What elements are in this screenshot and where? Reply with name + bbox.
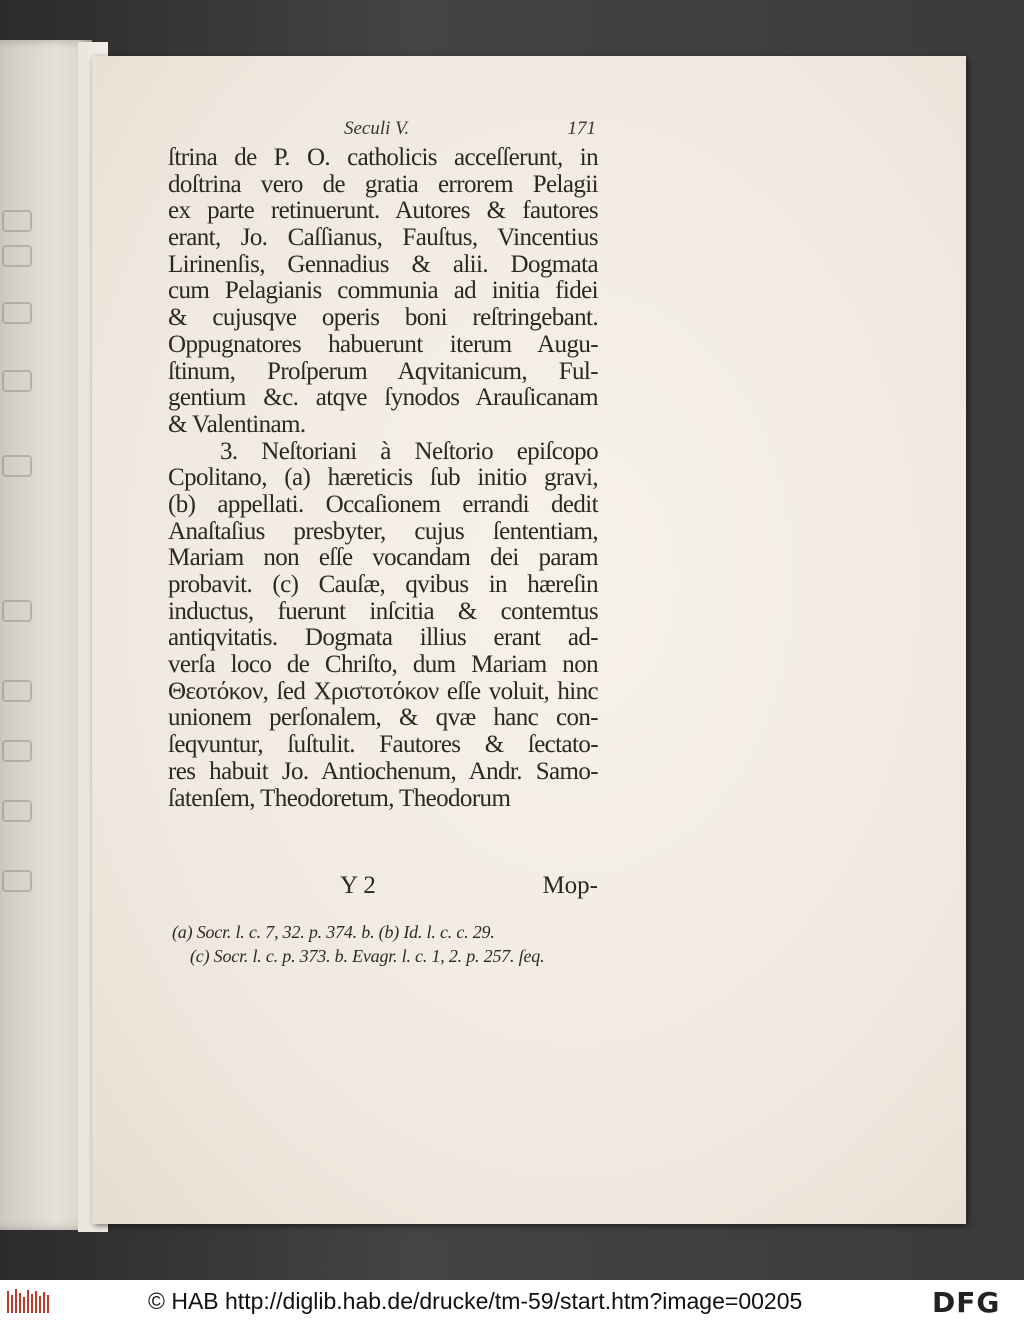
text-line: 3. Neſtoriani à Neſtorio epiſcopo [220,437,598,465]
running-head [250,118,602,140]
text-line: inductus, fuerunt inſcitia & contemtus [168,597,598,625]
hab-logo-icon [6,1287,50,1315]
text-line: ſatenſem, Theodoretum, Theodorum [168,784,511,812]
text-line: ſeqvuntur, ſuſtulit. Fautores & ſectato- [168,731,598,759]
bleed-through-mark [2,210,32,232]
text-line: unionem perſonalem, & qvæ hanc con- [168,704,598,732]
dfg-logo: DFG [932,1286,1001,1319]
copyright-url[interactable]: © HAB http://diglib.hab.de/drucke/tm-59/start.htm?image=00205 [148,1288,803,1314]
bleed-through-mark [2,455,32,477]
text-line: verſa loco de Chriſto, dum Mariam non [168,651,598,679]
text-line: ſtinum, Proſperum Aqvitanicum, Ful- [168,357,598,385]
text-line: res habuit Jo. Antiochenum, Andr. Samo- [168,757,598,785]
text-line: erant, Jo. Caſſianus, Fauſtus, Vincentius [168,224,598,252]
bleed-through-mark [2,680,32,702]
signature-mark: Y 2 [340,872,376,899]
text-line: gentium &c. atqve ſynodos Arauſicanam [168,384,598,412]
footnotes [172,920,598,968]
text-line: ſtrina de P. O. catholicis acceſſerunt, in [168,144,598,171]
text-line: cum Pelagianis communia ad initia fidei [168,277,598,305]
page-number: 171 [567,118,596,139]
bleed-through-mark [2,600,32,622]
bleed-through-mark [2,245,32,267]
text-line: antiqvitatis. Dogmata illius erant ad- [168,624,598,652]
text-line: & Valentinam. [168,410,306,438]
catchword: Mop- [542,872,598,899]
body-text [168,145,598,812]
text-line: ex parte retinuerunt. Autores & fautores [168,197,598,225]
running-head-title: Seculi V. [344,118,410,139]
text-line: & cujusqve operis boni reſtringebant. [168,304,598,332]
footnote-line: (a) Socr. l. c. 7, 32. p. 374. b. (b) Id. l. c. c. 29. [172,922,495,942]
bleed-through-mark [2,302,32,324]
text-line: (b) appellati. Occaſionem errandi dedit [168,490,598,518]
bleed-through-mark [2,800,32,822]
text-line: Anaſtaſius presbyter, cujus ſententiam, [168,517,598,545]
text-line: Cpolitano, (a) hæreticis ſub initio gravi, [168,464,598,492]
bleed-through-mark [2,740,32,762]
bleed-through-mark [2,370,32,392]
text-line: doſtrina vero de gratia errorem Pelagii [168,170,598,198]
footer-bar [0,1280,1024,1322]
footnote-line: (c) Socr. l. c. p. 373. b. Evagr. l. c. 1, 2. p. 257. ſeq. [190,946,545,966]
bleed-through-mark [2,870,32,892]
signature-line [168,872,598,900]
text-line: Θεοτόκον, ſed Χριστοτόκον eſſe voluit, hinc [168,677,598,705]
text-line: Oppugnatores habuerunt iterum Augu- [168,330,598,358]
text-line: Lirinenſis, Gennadius & alii. Dogmata [168,250,598,278]
text-line: probavit. (c) Cauſæ, qvibus in hæreſin [168,571,598,598]
text-line: Mariam non eſſe vocandam dei param [168,544,598,572]
